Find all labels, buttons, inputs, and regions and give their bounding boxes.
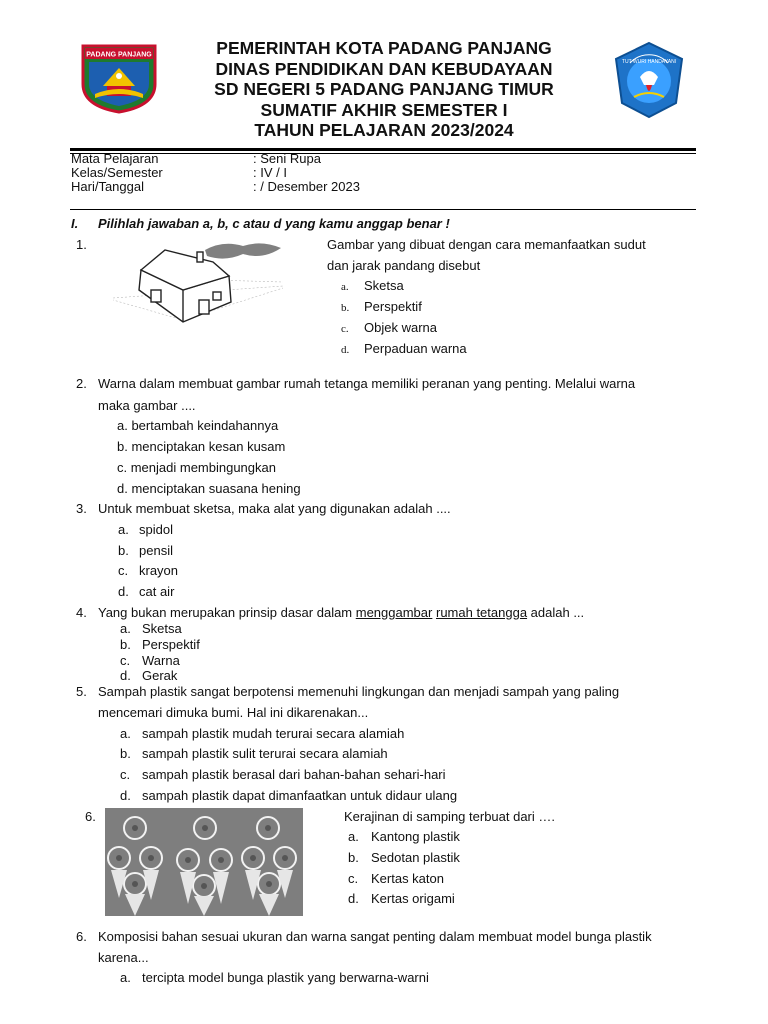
- svg-text:TUT WURI HANDAYANI: TUT WURI HANDAYANI: [621, 59, 677, 65]
- option-text[interactable]: krayon: [139, 563, 179, 578]
- question-2-text: maka gambar ....: [98, 398, 196, 413]
- section-number: I.: [71, 216, 79, 231]
- option-letter: b.: [120, 746, 131, 761]
- option-letter: c.: [341, 323, 349, 335]
- option-letter: d.: [348, 891, 359, 906]
- option-letter: b.: [120, 637, 131, 652]
- option-letter: d.: [120, 788, 131, 803]
- option-text[interactable]: Gerak: [142, 668, 178, 683]
- question-4-text: [98, 605, 584, 621]
- svg-text:PADANG PANJANG: PADANG PANJANG: [86, 51, 152, 59]
- option-text[interactable]: sampah plastik mudah terurai secara alamiah: [142, 726, 405, 741]
- option-text[interactable]: a. bertambah keindahannya: [117, 418, 279, 433]
- option-letter: a.: [120, 726, 131, 741]
- header-line-2: DINAS PENDIDIKAN DAN KEBUDAYAAN: [215, 58, 553, 79]
- option-text[interactable]: tercipta model bunga plastik yang berwarna-warni: [142, 970, 429, 985]
- question-7-text: Komposisi bahan sesuai ukuran dan warna sangat penting dalam membuat model bunga plastik: [98, 929, 652, 944]
- header-line-5: TAHUN PELAJARAN 2023/2024: [254, 120, 514, 140]
- option-letter: a.: [341, 281, 349, 293]
- option-text[interactable]: cat air: [139, 584, 175, 599]
- header-line-1: PEMERINTAH KOTA PADANG PANJANG: [216, 38, 552, 58]
- info-value: : / Desember 2023: [253, 179, 360, 194]
- option-text[interactable]: d. menciptakan suasana hening: [117, 481, 301, 496]
- question-3-number: 3.: [76, 501, 87, 516]
- header-rule-thick: [70, 148, 696, 151]
- house-perspective-sketch: [113, 238, 283, 338]
- question-4-text-part: adalah ...: [527, 605, 585, 620]
- option-letter: a.: [120, 621, 131, 636]
- section-instruction: Pilihlah jawaban a, b, c atau d yang kamu anggap benar !: [98, 216, 450, 231]
- option-letter: b.: [348, 850, 359, 865]
- option-text[interactable]: Perpaduan warna: [364, 341, 467, 356]
- question-5-text: mencemari dimuka bumi. Hal ini dikarenakan...: [98, 705, 369, 720]
- question-7-text: karena...: [98, 950, 149, 965]
- option-letter: c.: [118, 563, 129, 578]
- option-text[interactable]: sampah plastik berasal dari bahan-bahan sehari-hari: [142, 767, 446, 782]
- option-letter: c.: [120, 653, 131, 668]
- header-rule-thin: [70, 153, 696, 154]
- question-2-number: 2.: [76, 376, 87, 391]
- info-value: : IV / I: [253, 165, 287, 180]
- tut-wuri-handayani-emblem: [610, 41, 688, 119]
- header-line-4: SUMATIF AKHIR SEMESTER I: [260, 99, 508, 120]
- option-text[interactable]: b. menciptakan kesan kusam: [117, 439, 286, 454]
- info-label: Kelas/Semester: [71, 165, 163, 180]
- letterhead: [0, 36, 768, 146]
- option-text[interactable]: Perspektif: [142, 637, 200, 652]
- question-1-text: dan jarak pandang disebut: [327, 258, 481, 273]
- question-4-number: 4.: [76, 605, 87, 620]
- question-7-number: 6.: [76, 929, 87, 944]
- question-6-text: Kerajinan di samping terbuat dari ….: [344, 809, 556, 824]
- option-letter: d.: [118, 584, 129, 599]
- question-5-text: Sampah plastik sangat berpotensi memenuhi lingkungan dan menjadi sampah yang paling: [98, 684, 620, 699]
- option-letter: a.: [120, 970, 131, 985]
- option-text[interactable]: Kantong plastik: [371, 829, 460, 844]
- info-label: Hari/Tanggal: [71, 179, 144, 194]
- underlined-word: menggambar: [355, 605, 433, 620]
- option-text[interactable]: Warna: [142, 653, 180, 668]
- option-text[interactable]: Perspektif: [364, 299, 422, 314]
- info-label: Mata Pelajaran: [71, 151, 159, 166]
- option-letter: b.: [341, 302, 350, 314]
- question-1-number: 1.: [76, 237, 87, 252]
- option-text[interactable]: c. menjadi membingungkan: [117, 460, 276, 475]
- option-letter: b.: [118, 543, 129, 558]
- question-1-text: Gambar yang dibuat dengan cara memanfaatkan sudut: [327, 237, 646, 252]
- option-text[interactable]: sampah plastik dapat dimanfaatkan untuk didaur ulang: [142, 788, 458, 803]
- underlined-word: rumah tetangga: [435, 605, 528, 620]
- option-letter: c.: [348, 871, 359, 886]
- question-3-text: Untuk membuat sketsa, maka alat yang digunakan adalah ....: [98, 501, 451, 516]
- info-value: : Seni Rupa: [253, 151, 321, 166]
- option-text[interactable]: Objek warna: [364, 320, 437, 335]
- question-2-text: Warna dalam membuat gambar rumah tetanga memiliki peranan yang penting. Melalui warna: [98, 376, 636, 391]
- option-text[interactable]: spidol: [139, 522, 173, 537]
- padang-panjang-emblem: [81, 44, 157, 114]
- option-text[interactable]: sampah plastik sulit terurai secara alamiah: [142, 746, 388, 761]
- header-line-3: SD NEGERI 5 PADANG PANJANG TIMUR: [214, 79, 554, 99]
- info-rule: [70, 209, 696, 210]
- option-text[interactable]: Sketsa: [364, 278, 404, 293]
- question-5-number: 5.: [76, 684, 87, 699]
- option-text[interactable]: Kertas origami: [371, 891, 455, 906]
- option-text[interactable]: Sketsa: [142, 621, 182, 636]
- question-6-number: 6.: [85, 809, 96, 824]
- letterhead-title: [170, 38, 598, 141]
- option-letter: d.: [341, 344, 350, 356]
- option-text[interactable]: pensil: [139, 543, 173, 558]
- option-letter: d.: [120, 668, 131, 683]
- option-text[interactable]: Sedotan plastik: [371, 850, 460, 865]
- question-4-text-part: Yang bukan merupakan prinsip dasar dalam: [98, 605, 356, 620]
- option-letter: a.: [348, 829, 359, 844]
- option-letter: a.: [118, 522, 129, 537]
- option-letter: c.: [120, 767, 131, 782]
- option-text[interactable]: Kertas katon: [371, 871, 444, 886]
- dreamcatcher-craft-photo: [105, 808, 303, 916]
